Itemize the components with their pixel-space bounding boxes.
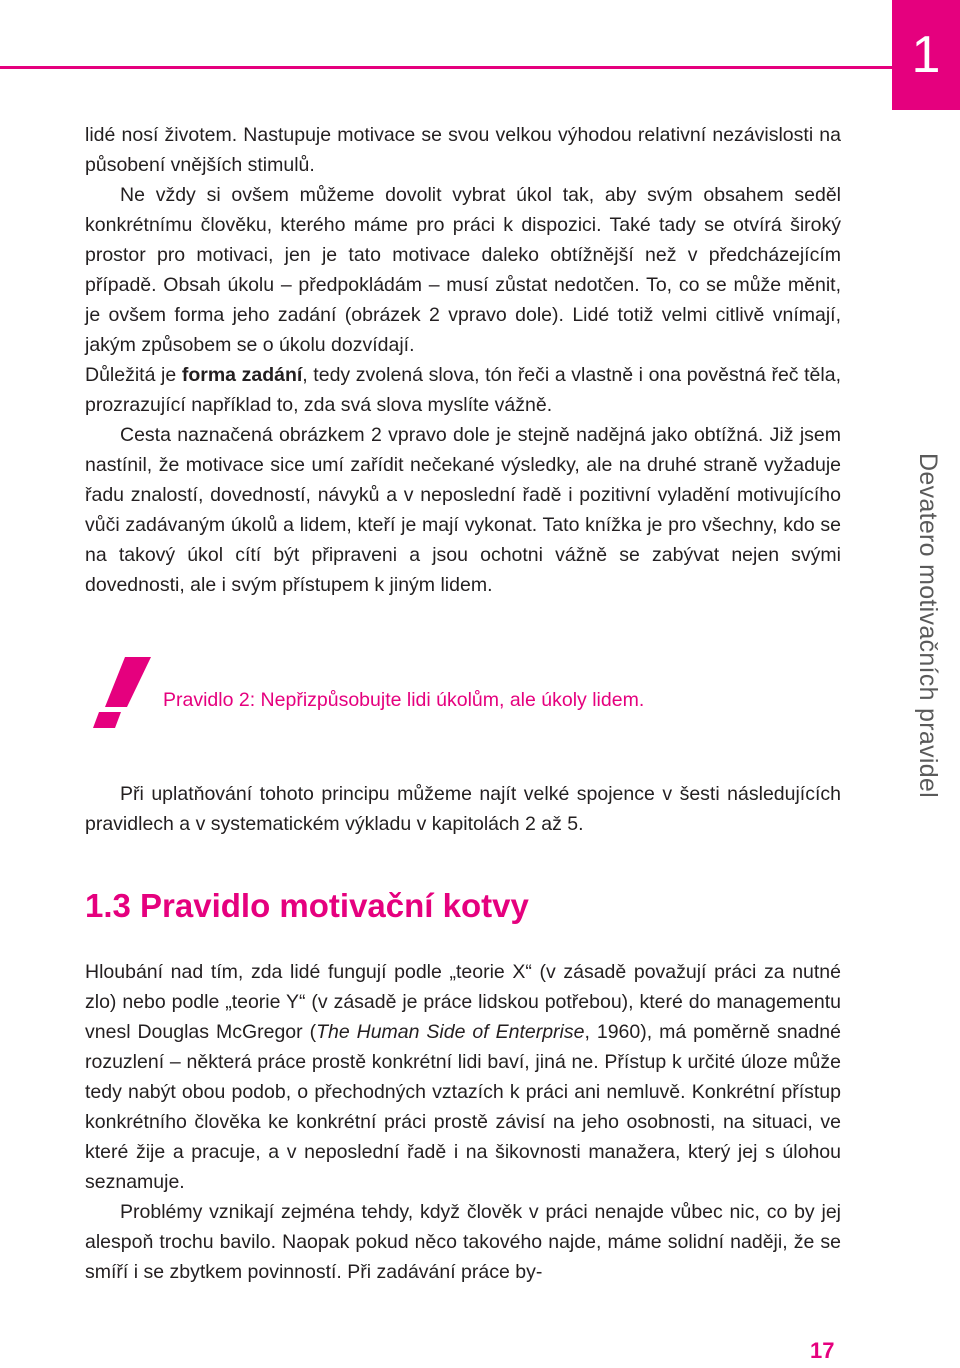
book-title: The Human Side of Enterprise: [316, 1021, 585, 1043]
section-heading: 1.3 Pravidlo motivační kotvy: [85, 887, 529, 924]
emphasis-forma-zadani: forma zadání: [181, 364, 303, 386]
body-text-after-rule: [85, 779, 841, 839]
page-number: 17: [810, 1338, 835, 1363]
running-title: [912, 430, 942, 820]
paragraph: Problémy vznikají zejména tehdy, když člověk v práci nenajde vůbec nic, co by jej alespoň trochu bavilo. Naopak pokud něco takového najde, máme solidní naději, že se smíří i se zbytkem povinností. Při zadávání práce by-: [85, 1201, 841, 1283]
paragraph: Při uplatňování tohoto principu můžeme najít velké spojence v šesti následujících pravidlech a v systematickém výkladu v kapitolách 2 až 5.: [85, 783, 841, 835]
paragraph: Ne vždy si ovšem můžeme dovolit vybrat úkol tak, aby svým obsahem seděl konkrétnímu člověku, kterého máme pro práci k dispozici. Také tady se otvírá široký prostor pro motivaci, jen je tato motivace daleko obtížnější než v předcházejícím případě. Obsah úkolu – předpokládám – musí zůstat nedotčen. To, co se může měnit, je ovšem forma jeho zadání (obrázek 2 vpravo dole). Lidé totiž velmi citlivě vnímají, jakým způsobem se o úkolu dozvídají.: [85, 184, 841, 356]
paragraph: lidé nosí životem. Nastupuje motivace se svou velkou výhodou relativní nezávislosti na působení vnějších stimulů.: [85, 124, 841, 176]
chapter-tab: [892, 0, 960, 110]
paragraph-forma-zadani: Důležitá je forma zadání, tedy zvolená slova, tón řeči a vlastně i ona pověstná řeč těla, prozrazující například to, zda svá slova myslíte vážně.: [85, 364, 842, 416]
paragraph-mcgregor: Hloubání nad tím, zda lidé fungují podle „teorie X“ (v zásadě považují práci za nutné zlo) nebo podle „teorie Y“ (v zásadě je práce lidskou potřebou), které do managementu vnesl Douglas McGregor (The Human Side of Enterprise, 1960), má poměrně snadné rozuzlení – některá práce prostě konkrétní lidi baví, jiná ne. Přístup k určité úloze může tedy nabýt obou podob, o přechodných vztazích k práci ani nemluvě. Konkrétní přístup konkrétního člověka ke konkrétní práci prostě závisí na jeho osobnosti, na situaci, ve které žije a pracuje, a v neposlední řadě i na šikovnosti manažera, který jej s úlohou seznamuje.: [85, 961, 841, 1193]
running-title-text: Devatero motivačních pravidel: [913, 452, 942, 798]
rule-2-statement: Pravidlo 2: Nepřizpůsobujte lidi úkolům, ale úkoly lidem.: [163, 689, 645, 711]
paragraph: Cesta naznačená obrázkem 2 vpravo dole je stejně nadějná jako obtížná. Již jsem nastínil, že motivace sice umí zařídit nečekané výsledky, ale na druhé straně vyžaduje řadu znalostí, dovedností, návyků a v neposlední řadě i pozitivní vyladění motivujícího vůči zadávaným úkolů a lidem, kteří je mají vykonat. Tato knížka je pro všechny, kdo se na takový úkol cítí být připraveni a jsou ochotni vážně se zabývat nejen svými dovednosti, ale i svým přístupem k jiným lidem.: [85, 424, 841, 596]
chapter-side-band: [892, 0, 960, 1368]
chapter-number: 1: [911, 26, 941, 84]
body-text-top: [85, 120, 841, 600]
body-text-section: [85, 957, 841, 1287]
exclamation-icon: [85, 655, 155, 730]
top-rule: [0, 66, 892, 69]
